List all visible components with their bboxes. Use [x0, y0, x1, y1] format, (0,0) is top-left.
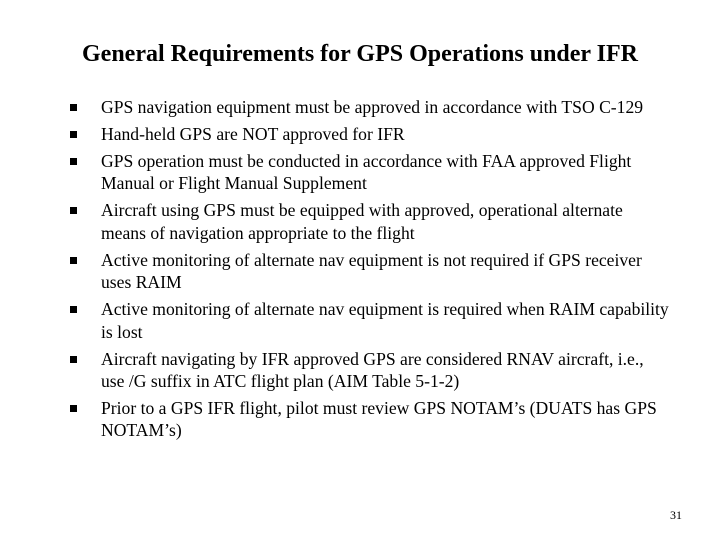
bullet-item — [70, 298, 670, 343]
slide-title: General Requirements for GPS Operations under IFR — [82, 41, 638, 67]
bullet-text: Prior to a GPS IFR flight, pilot must review GPS NOTAM’s (DUATS has GPS NOTAM’s) — [101, 398, 657, 441]
bullet-text: GPS navigation equipment must be approved in accordance with TSO C-129 — [101, 97, 644, 117]
square-bullet-icon — [70, 257, 77, 264]
square-bullet-icon — [70, 207, 77, 214]
page-number: 31 — [670, 508, 682, 522]
bullet-text: Hand-held GPS are NOT approved for IFR — [101, 124, 405, 144]
bullet-text: GPS operation must be conducted in accordance with FAA approved Flight Manual or Flight Manual Supplement — [101, 151, 632, 194]
bullet-item — [70, 123, 670, 145]
square-bullet-icon — [70, 158, 77, 165]
bullet-text: Aircraft using GPS must be equipped with approved, operational alternate means of navigation appropriate to the flight — [101, 200, 623, 243]
bullet-item — [70, 96, 670, 118]
square-bullet-icon — [70, 405, 77, 412]
bullet-text: Aircraft navigating by IFR approved GPS are considered RNAV aircraft, i.e., use /G suffix in ATC flight plan (AIM Table 5-1-2) — [101, 348, 644, 392]
bullet-text: Active monitoring of alternate nav equipment is not required if GPS receiver uses RAIM — [101, 249, 642, 293]
bullet-text: Active monitoring of alternate nav equipment is required when RAIM capability is lost — [101, 299, 669, 342]
square-bullet-icon — [70, 306, 77, 313]
bullet-list — [70, 96, 670, 446]
square-bullet-icon — [70, 131, 77, 138]
bullet-item — [70, 348, 670, 393]
square-bullet-icon — [70, 356, 77, 363]
square-bullet-icon — [70, 104, 77, 111]
bullet-item — [70, 397, 670, 442]
bullet-item — [70, 249, 670, 294]
bullet-item — [70, 199, 670, 244]
bullet-item — [70, 150, 670, 195]
